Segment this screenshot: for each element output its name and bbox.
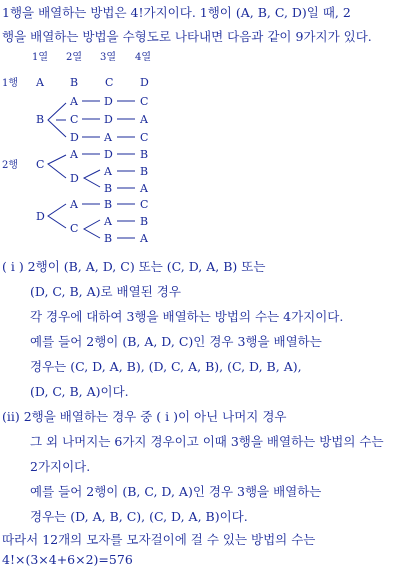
- case-i-line-2: (D, C, B, A)로 배열된 경우: [30, 284, 181, 299]
- b-p2-c3: D: [104, 113, 113, 126]
- c-p1-c2: A: [70, 148, 78, 161]
- d-p2-c3: A: [104, 215, 112, 228]
- d-p2-c2: C: [70, 222, 79, 235]
- final-answer: 4!×(3×4+6×2)=576: [2, 552, 133, 567]
- d-p3-c4: A: [140, 232, 148, 245]
- case-i-line-4: 예를 들어 2행이 (B, A, D, C)인 경우 3행을 배열하는: [30, 334, 322, 349]
- col-header-4: 4열: [135, 52, 152, 63]
- case-i-line-3: 각 경우에 대하여 3행을 배열하는 방법의 수는 4가지이다.: [30, 309, 344, 324]
- case-i-line-5: 경우는 (C, D, A, B), (D, C, A, B), (C, D, B, A),: [30, 359, 302, 374]
- c-p2-c2: D: [70, 172, 79, 185]
- case-ii-line-2: 그 외 나머지는 6가지 경우이고 이때 3행을 배열하는 방법의 수는: [30, 434, 384, 449]
- col-header-3: 3열: [100, 52, 117, 63]
- case-i-heading: ( i ) 2행이 (B, A, D, C) 또는 (C, D, A, B) 또는: [2, 259, 266, 274]
- intro-line-1: 1행을 배열하는 방법은 4!가지이다. 1행이 (A, B, C, D)일 때, 2: [2, 5, 351, 20]
- b-p2-c4: A: [140, 113, 148, 126]
- intro-line-2: 행을 배열하는 방법을 수형도로 나타내면 다음과 같이 9가지가 있다.: [2, 29, 372, 44]
- col-header-2: 2열: [66, 52, 83, 63]
- branch-c-first: C: [36, 158, 45, 171]
- c-p3-c4: A: [140, 182, 148, 195]
- d-p1-c3: B: [104, 198, 113, 211]
- c-p3-c3: B: [104, 182, 113, 195]
- row1-col3: C: [105, 76, 114, 89]
- c-p1-c3: D: [104, 148, 113, 161]
- c-p1-c4: B: [140, 148, 149, 161]
- c-p2-c3: A: [104, 165, 112, 178]
- col-header-1: 1열: [32, 52, 49, 63]
- row1-col1: A: [36, 76, 44, 89]
- row1-label: 1행: [2, 78, 19, 89]
- d-p1-c4: C: [140, 198, 149, 211]
- row1-col2: B: [70, 76, 79, 89]
- case-ii-heading: (ii) 2행을 배열하는 경우 중 ( i )이 아닌 나머지 경우: [2, 409, 287, 424]
- b-p1-c3: D: [104, 95, 113, 108]
- case-i-line-6: (D, C, B, A)이다.: [30, 384, 129, 399]
- b-p1-c4: C: [140, 95, 149, 108]
- b-p2-c2: C: [70, 113, 79, 126]
- tree-diagram: [0, 46, 400, 251]
- d-p2-c4: B: [140, 215, 149, 228]
- case-ii-line-5: 경우는 (D, A, B, C), (C, D, A, B)이다.: [30, 509, 248, 524]
- d-sub-fork: [84, 220, 100, 238]
- branch-d-first: D: [36, 210, 45, 223]
- case-ii-line-3: 2가지이다.: [30, 459, 91, 474]
- b-p3-c4: C: [140, 131, 149, 144]
- row1-col4: D: [140, 76, 149, 89]
- b-p3-c2: D: [70, 131, 79, 144]
- d-p1-c2: A: [70, 198, 78, 211]
- branch-d-fork: [48, 204, 66, 228]
- b-p3-c3: A: [104, 131, 112, 144]
- c-p2-c4: B: [140, 165, 149, 178]
- case-ii-line-4: 예를 들어 2행이 (B, C, D, A)인 경우 3행을 배열하는: [30, 484, 322, 499]
- conclusion-line: 따라서 12개의 모자를 모자걸이에 걸 수 있는 방법의 수는: [2, 532, 316, 547]
- row2-label: 2행: [2, 160, 19, 171]
- b-p1-c2: A: [70, 95, 78, 108]
- d-p3-c3: B: [104, 232, 113, 245]
- branch-c-fork: [48, 155, 66, 178]
- branch-b-first: B: [36, 113, 45, 126]
- c-sub-fork: [84, 170, 100, 187]
